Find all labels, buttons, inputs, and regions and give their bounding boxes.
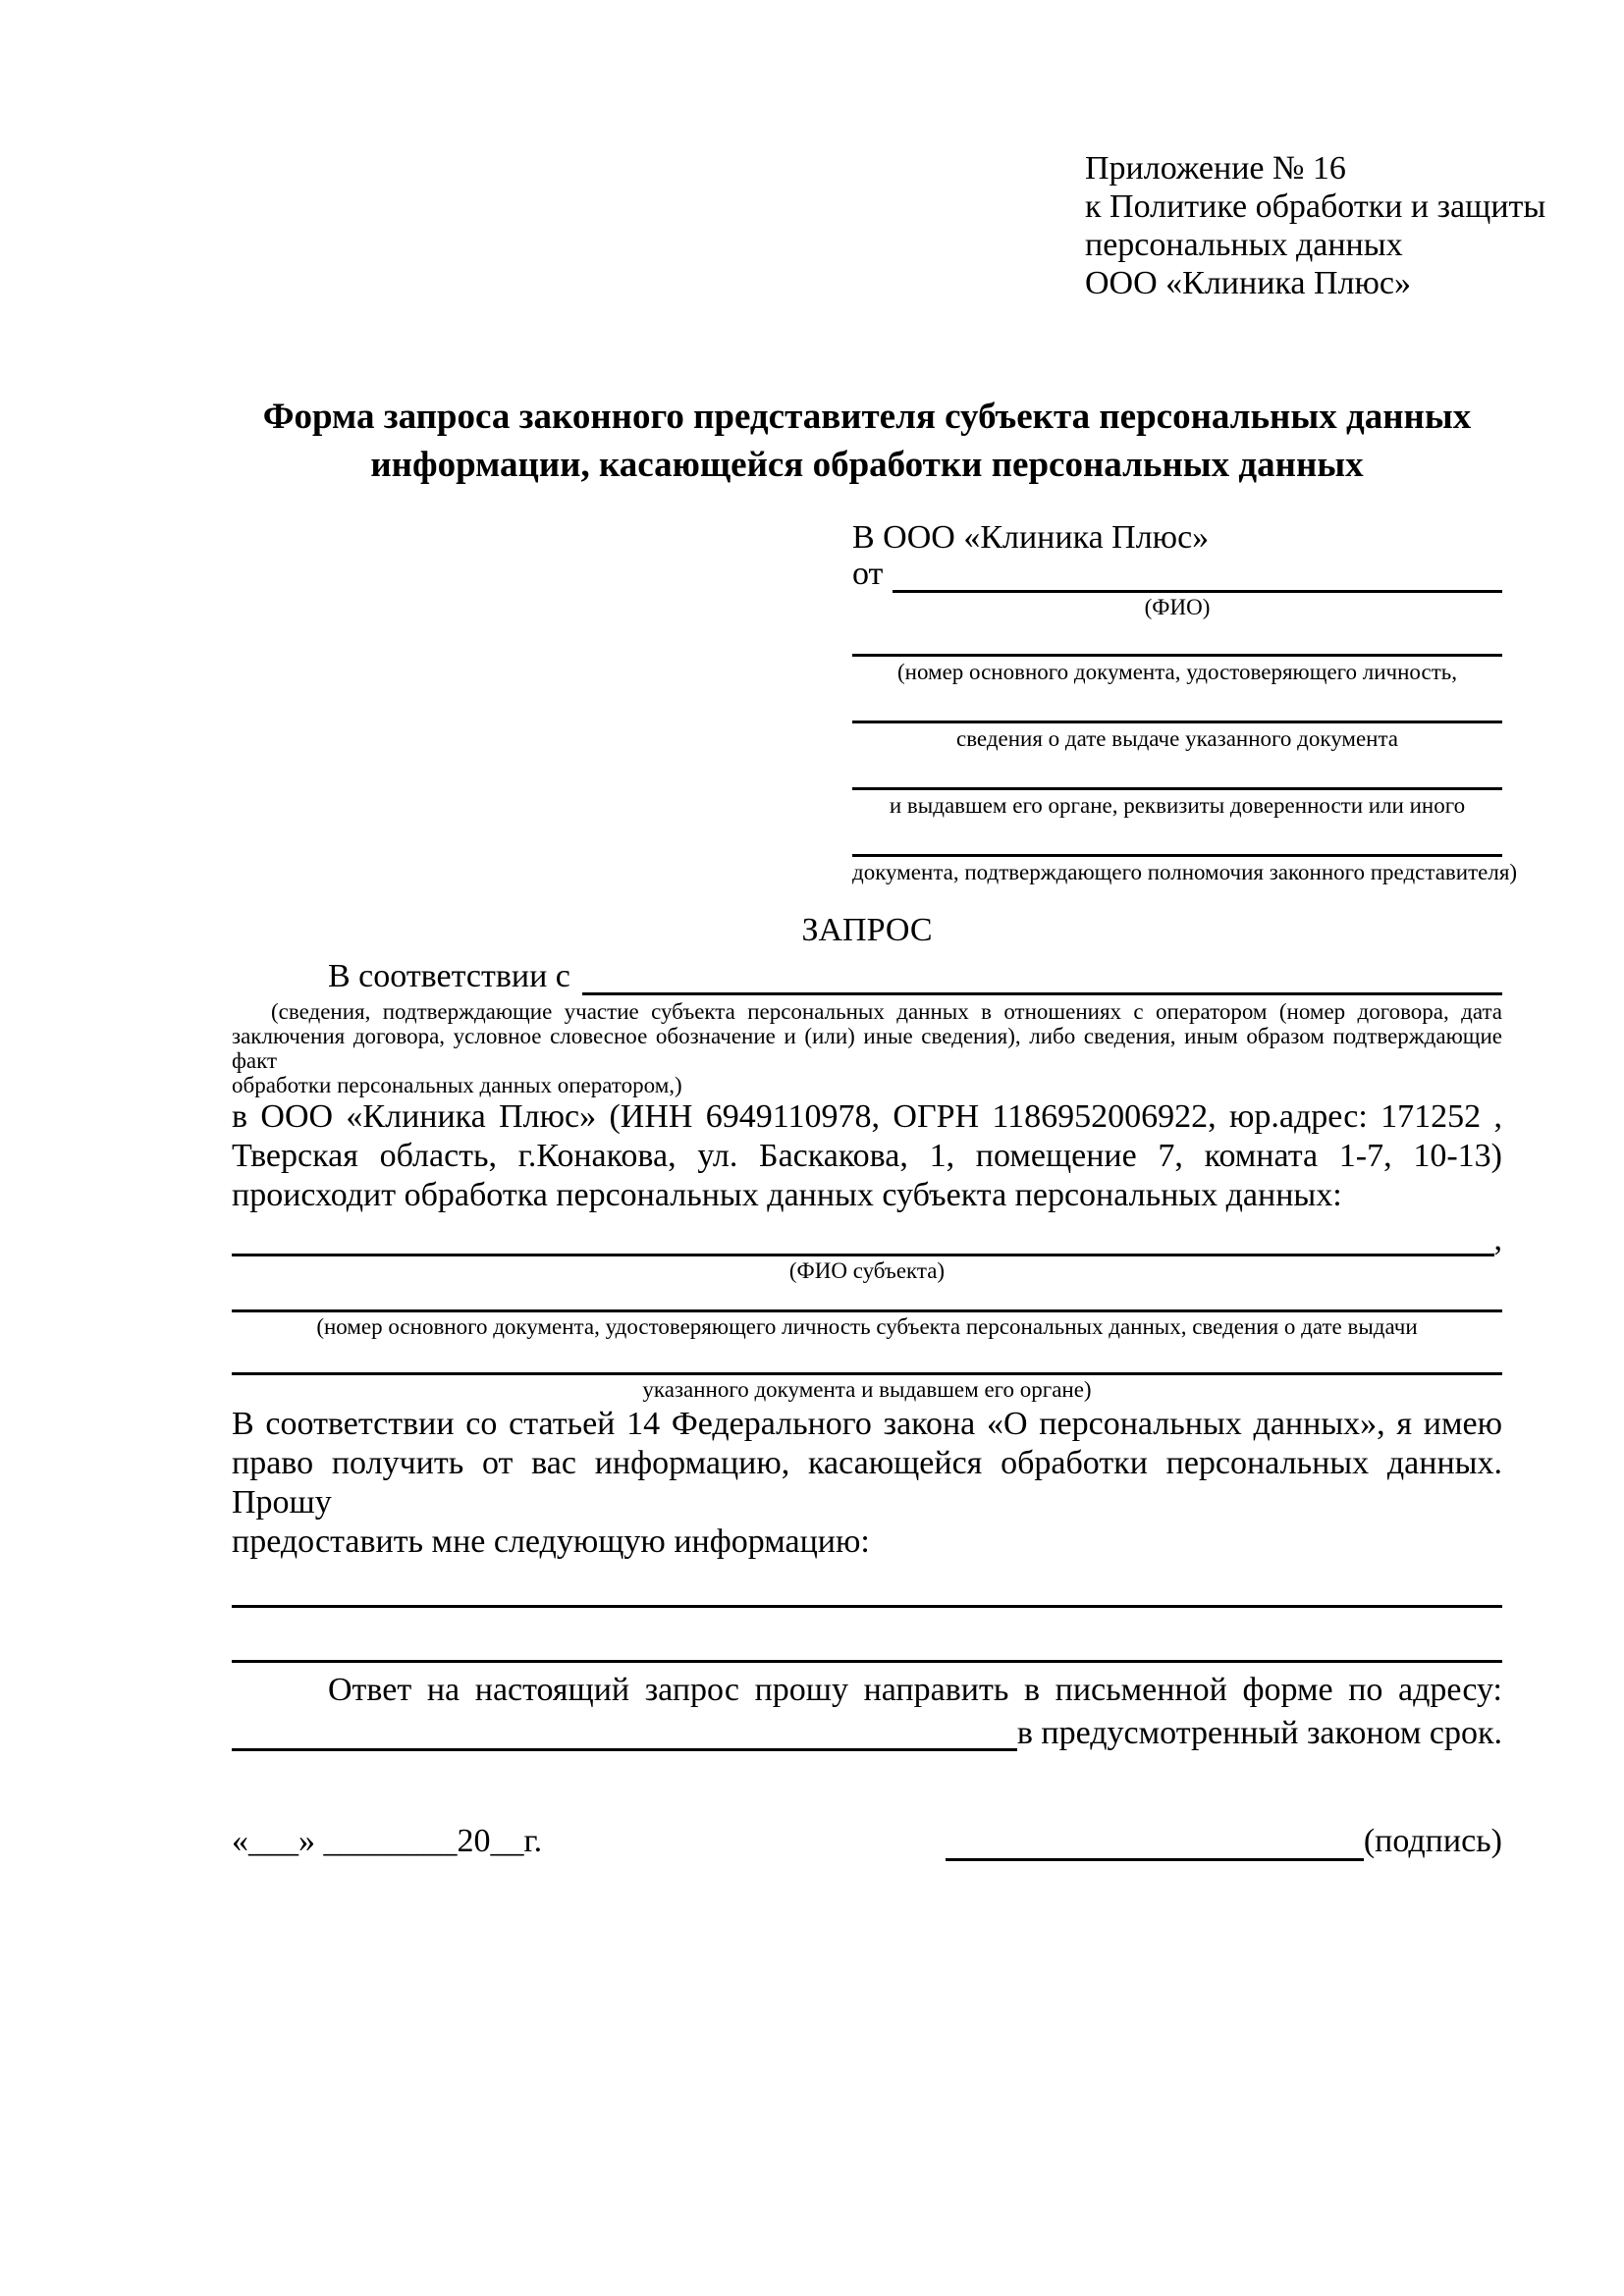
subject-doc-caption: указанного документа и выдавшем его органе): [642, 1377, 1092, 1402]
addressee-block: [852, 518, 1518, 887]
requested-info-field-line[interactable]: [232, 1608, 1502, 1663]
subject-doc-field-line[interactable]: [232, 1286, 1502, 1312]
from-row: [852, 558, 1502, 593]
subject-doc-caption: (номер основного документа, удостоверяющего личность субъекта персональных данных, сведения о дате выдачи: [316, 1314, 1418, 1339]
from-label: от: [852, 556, 884, 592]
request-heading: ЗАПРОС: [801, 912, 933, 948]
accordance-caption: [232, 999, 1502, 1097]
representative-fio-field-line[interactable]: [893, 555, 1502, 593]
field-caption: и выдавшем его органе, реквизиты доверенности или иного: [889, 793, 1466, 818]
subject-doc-field-line[interactable]: [232, 1342, 1502, 1375]
signature-caption: (подпись): [1363, 1823, 1502, 1859]
field-caption: сведения о дате выдаче указанного документа: [955, 726, 1399, 751]
law-paragraph-line: право получить от вас информацию, касающейся обработки персональных данных. Прошу: [232, 1445, 1502, 1521]
representative-doc-field-line[interactable]: [852, 622, 1502, 657]
date-blank-field[interactable]: «___» ________20__г.: [232, 1823, 543, 1859]
operator-paragraph-line: в ООО «Клиника Плюс» (ИНН 6949110978, ОГРН 1186952006922, юр.адрес: 171252 ,: [232, 1098, 1502, 1135]
accordance-caption-line: (сведения, подтверждающие участие субъекта персональных данных в отношениях с оператором (номер договора, дата: [271, 999, 1502, 1024]
operator-paragraph-line: происходит обработка персональных данных субъекта персональных данных:: [232, 1177, 1342, 1213]
subject-fio-field-line[interactable]: [232, 1212, 1494, 1256]
footer-row: [232, 1822, 1502, 1861]
field-caption: документа, подтверждающего полномочия законного представителя): [852, 860, 1518, 884]
reply-intro-line: Ответ на настоящий запрос прошу направить в письменной форме по адресу:: [328, 1672, 1502, 1708]
law-paragraph: [232, 1405, 1502, 1562]
fio-caption: (ФИО): [1144, 595, 1211, 619]
field-caption: (номер основного документа, удостоверяющего личность,: [896, 660, 1457, 684]
signature-group: [946, 1822, 1502, 1861]
reply-address-field-line[interactable]: [232, 1709, 1017, 1751]
accordance-caption-line: заключения договора, условное словесное обозначение и (или) иные сведения), либо сведения, иным образом подтверждающие факт: [232, 1024, 1502, 1073]
accordance-caption-line: обработки персональных данных оператором,): [232, 1073, 682, 1097]
accordance-row: [232, 950, 1502, 995]
addressee-organization: В ООО «Клиника Плюс»: [852, 519, 1210, 556]
operator-paragraph: [232, 1097, 1502, 1215]
signature-field-line[interactable]: [946, 1825, 1364, 1861]
reply-suffix: в предусмотренный законом срок.: [1016, 1715, 1502, 1751]
appendix-note-line: к Политике обработки и защиты: [1085, 188, 1546, 225]
subject-fio-caption: (ФИО субъекта): [788, 1258, 946, 1283]
form-title: Форма запроса законного представителя субъекта персональных данных информации, касающейся обработки персональных данных: [262, 397, 1472, 485]
subject-fio-row: [232, 1215, 1502, 1256]
representative-doc-field-line[interactable]: [852, 823, 1502, 857]
subject-fio-comma: ,: [1493, 1221, 1502, 1257]
operator-paragraph-line: Тверская область, г.Конакова, ул. Баскакова, 1, помещение 7, комната 1-7, 10-13): [232, 1138, 1502, 1174]
appendix-note: [1085, 149, 1546, 302]
requested-info-field-line[interactable]: [232, 1572, 1502, 1608]
law-paragraph-line: предоставить мне следующую информацию:: [232, 1523, 870, 1560]
appendix-note-line: персональных данных: [1085, 227, 1403, 263]
appendix-note-line: ООО «Клиника Плюс»: [1085, 265, 1411, 301]
law-paragraph-line: В соответствии со статьей 14 Федерального закона «О персональных данных», я имею: [232, 1406, 1502, 1442]
reply-address-row: [232, 1712, 1502, 1751]
accordance-field-line[interactable]: [582, 947, 1502, 995]
representative-doc-field-line[interactable]: [852, 689, 1502, 723]
appendix-note-line: Приложение № 16: [1085, 150, 1346, 187]
accordance-label: В соответствии с: [328, 958, 570, 994]
representative-doc-field-line[interactable]: [852, 756, 1502, 790]
